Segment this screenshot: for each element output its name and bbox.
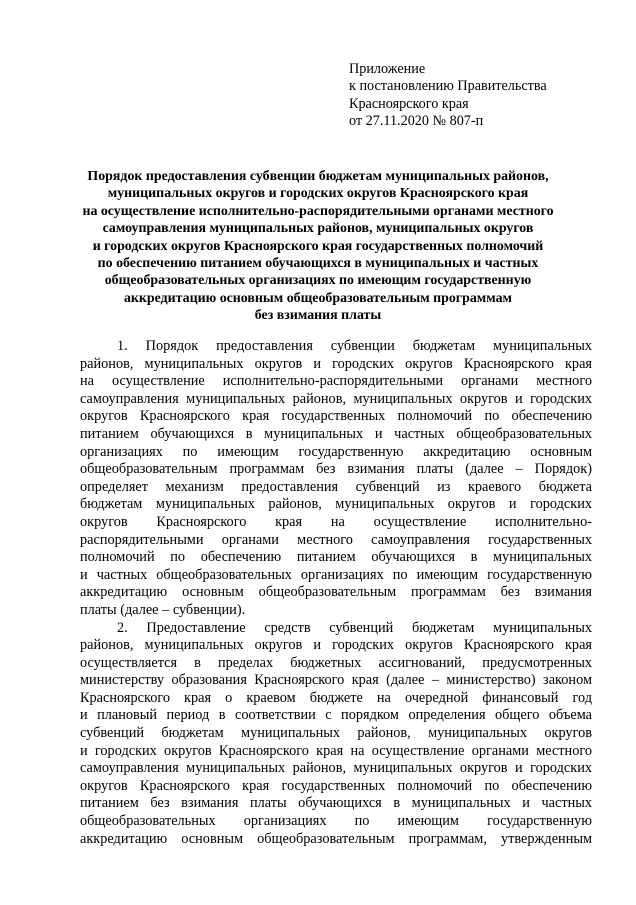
appendix-line: Красноярского края xyxy=(349,95,469,112)
paragraph-line: питанием без взимания платы обучающихся в муниципальных и частных xyxy=(80,795,592,812)
title-line: муниципальных округов и городских округов Красноярского края xyxy=(107,186,529,202)
appendix-line: от 27.11.2020 № 807-п xyxy=(349,113,484,130)
title-line: Порядок предоставления субвенции бюджетам муниципальных районов, xyxy=(87,169,549,184)
title-line: на осуществление исполнительно-распорядительными органами местного xyxy=(82,203,554,219)
paragraph-line: и частных общеобразовательных организациях по имеющим государственную xyxy=(80,566,592,583)
paragraph-line: округов Красноярского края государственных полномочий по обеспечению xyxy=(80,408,592,425)
paragraph-line: 1. Порядок предоставления субвенции бюджетам муниципальных xyxy=(117,338,592,354)
paragraph-line: осуществляется в пределах бюджетных ассигнований, предусмотренных xyxy=(80,654,592,671)
appendix-line: к постановлению Правительства xyxy=(349,78,547,95)
paragraph-2 xyxy=(80,620,592,849)
paragraph-line: организациях по имеющим государственную аккредитацию основным xyxy=(80,443,592,460)
document-title xyxy=(40,168,596,325)
paragraph-line: аккредитацию основным общеобразовательным программам без взимания xyxy=(80,584,592,601)
title-line: по обеспечению питанием обучающихся в муниципальных и частных xyxy=(97,256,539,272)
paragraph-line: бюджетам муниципальных районов, муниципальных округов и городских xyxy=(80,496,592,513)
title-line: общеобразовательных организациях по имеющим государственную xyxy=(104,273,532,289)
paragraph-line: аккредитацию основным общеобразовательным программам, утвержденным xyxy=(80,830,592,847)
paragraph-1 xyxy=(80,338,592,620)
paragraph-line: министерству образования Красноярского края (далее – министерство) законом xyxy=(80,672,592,689)
paragraph-line: округов Красноярского края государственных полномочий по обеспечению xyxy=(80,777,592,794)
paragraph-line: 2. Предоставление средств субвенций бюджетам муниципальных xyxy=(117,619,592,636)
paragraph-line: общеобразовательных организациях по имеющим государственную xyxy=(80,813,592,830)
paragraph-line: общеобразовательным программам без взимания платы (далее – Порядок) xyxy=(80,461,592,478)
paragraph-line: районов, муниципальных округов и городских округов Красноярского края xyxy=(80,355,592,372)
paragraph-line: Красноярского края о краевом бюджете на очередной финансовый год xyxy=(80,689,592,706)
paragraph-line: самоуправления муниципальных районов, муниципальных округов и городских xyxy=(80,760,592,777)
paragraph-line: платы (далее – субвенции). xyxy=(80,601,246,618)
paragraph-line: распорядительными органами местного самоуправления государственных xyxy=(80,531,592,548)
title-line: самоуправления муниципальных районов, муниципальных округов xyxy=(102,221,534,237)
paragraph-line: на осуществление исполнительно-распорядительными органами местного xyxy=(80,373,592,390)
paragraph-line: и городских округов Красноярского края на осуществление органами местного xyxy=(80,742,592,759)
paragraph-line: определяет механизм предоставления субвенций из краевого бюджета xyxy=(80,478,592,495)
paragraph-line: самоуправления муниципальных районов, муниципальных округов и городских xyxy=(80,390,592,407)
paragraph-line: округов Красноярского края на осуществление исполнительно- xyxy=(80,513,592,530)
appendix-line: Приложение xyxy=(349,61,426,77)
document-body xyxy=(80,338,592,848)
title-line: без взимания платы xyxy=(254,308,382,324)
paragraph-line: и плановый период в соответствии с порядком определения общего объема xyxy=(80,707,592,724)
appendix-block xyxy=(349,61,547,131)
title-line: аккредитацию основным общеобразовательным программам xyxy=(123,290,513,306)
paragraph-line: питанием обучающихся в муниципальных и частных общеобразовательных xyxy=(80,425,592,442)
paragraph-line: районов, муниципальных округов и городских округов Красноярского края xyxy=(80,637,592,654)
paragraph-line: субвенций бюджетам муниципальных районов, муниципальных округов xyxy=(80,725,592,742)
title-line: и городских округов Красноярского края государственных полномочий xyxy=(92,238,544,254)
paragraph-line: полномочий по обеспечению питанием обучающихся в муниципальных xyxy=(80,549,592,566)
